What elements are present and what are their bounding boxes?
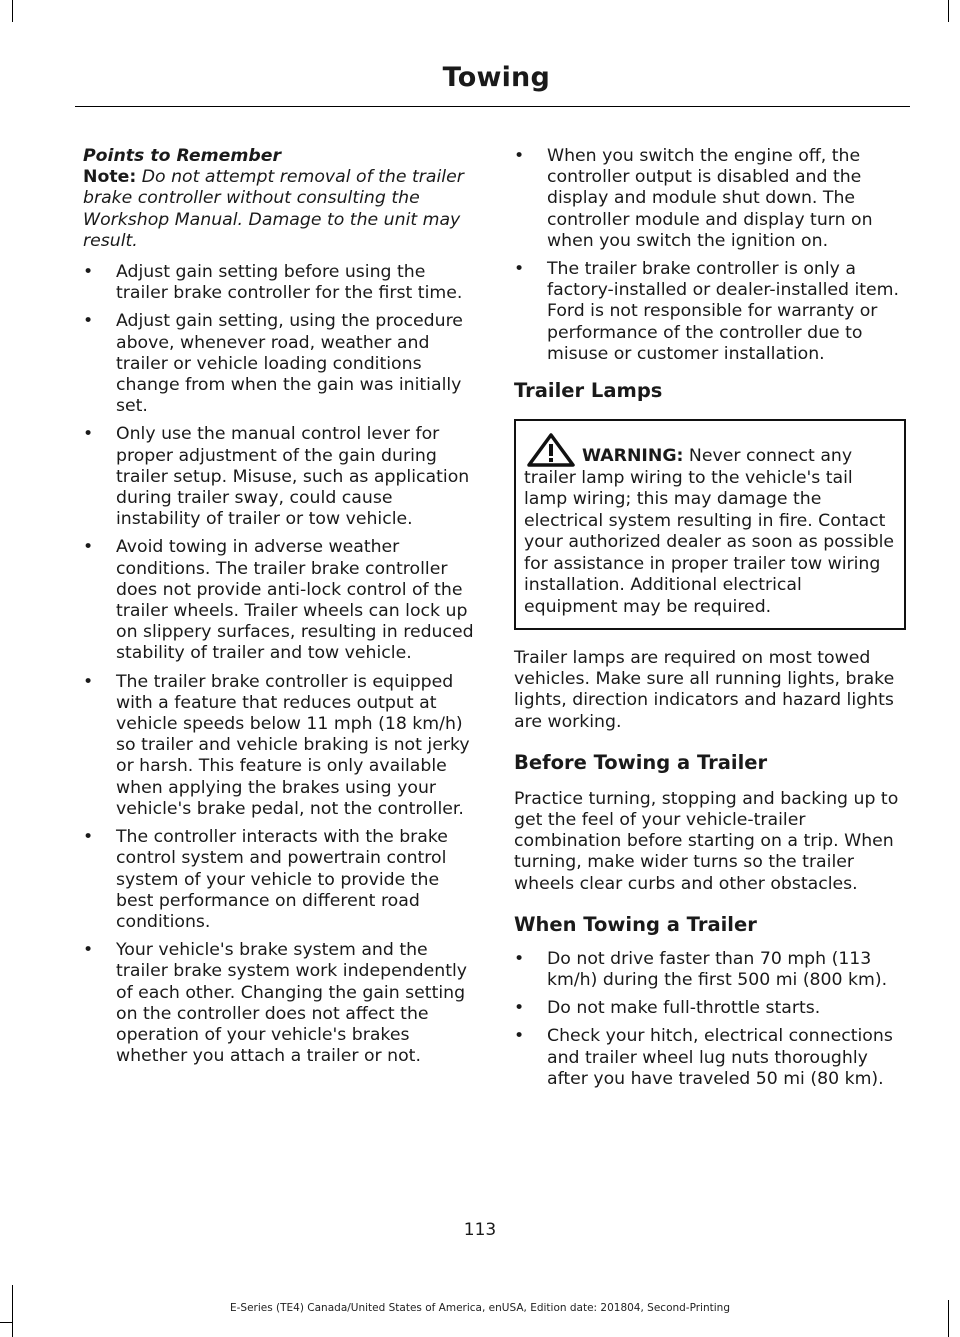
heading-when-towing: When Towing a Trailer (514, 912, 757, 936)
controller-list (514, 146, 906, 365)
warning-text (524, 433, 896, 618)
crop-mark (12, 0, 13, 22)
list-item-text: The controller interacts with the brake control system and powertrain control system of your vehicle to provide the best performance on different road conditions. (116, 827, 448, 932)
list-item-text: Your vehicle's brake system and the trailer brake system work independently of each other. Changing the gain setting on the controller does not affect the operation of your vehicle's brakes whether you attach a trailer or not. (116, 940, 468, 1067)
page-number: 113 (463, 1220, 497, 1240)
header-rule (75, 106, 910, 107)
list-item-text: Adjust gain setting, using the procedure above, whenever road, weather and trailer or vehicle loading conditions change from when the gain was initially set. (116, 311, 463, 417)
list-item-text: Avoid towing in adverse weather conditions. The trailer brake controller does not provide anti-lock control of the trailer wheels. Trailer wheels can lock up on slippery surfaces, resulting in reduced stability of trailer and tow vehicle. (116, 537, 474, 664)
paragraph-before-towing: Practice turning, stopping and backing up to get the feel of your vehicle-trailer combination before starting on a trip. When turning, make wider turns so the trailer wheels clear curbs and other obstacles. (514, 788, 899, 894)
left-column (83, 146, 475, 1074)
warning-triangle-icon (526, 433, 576, 467)
list-item-text: The trailer brake controller is equipped with a feature that reduces output at vehicle speeds below 11 mph (18 km/h) so trailer and vehicle braking is not jerky or harsh. This feature is only available when applying the brakes using your vehicle's brake pedal, not the controller. (116, 671, 470, 819)
list-item: • The controller interacts with the brake control system and powertrain control system of your vehicle to provide the best performance on different road conditions. (83, 827, 448, 932)
list-item: • Do not make full-throttle starts. (514, 998, 821, 1019)
list-item-text: Do not make full-throttle starts. (547, 998, 821, 1019)
crop-mark (948, 0, 949, 22)
list-item: • Do not drive faster than 70 mph (113 km/h) during the first 500 mi (800 km). (514, 948, 888, 991)
warning-body: Never connect any trailer lamp wiring to the vehicle's tail lamp wiring; this may damage the electrical system resulting in fire. Contact your authorized dealer as soon as possible for assistance in proper trailer tow wiring installation. Additional electrical equipment may be required. (524, 446, 895, 617)
list-item: • Avoid towing in adverse weather conditions. The trailer brake controller does not provide anti-lock control of the trailer wheels. Trailer wheels can lock up on slippery surfaces, resulting in reduced stability of trailer and tow vehicle. (83, 537, 474, 664)
points-list (83, 262, 475, 1067)
list-item: • When you switch the engine off, the controller output is disabled and the display and module shut down. The controller module and display turn on when you switch the ignition on. (514, 146, 873, 251)
list-item: • The trailer brake controller is equipped with a feature that reduces output at vehicle speeds below 11 mph (18 km/h) so trailer and vehicle braking is not jerky or harsh. This feature is only available when applying the brakes using your vehicle's brake pedal, not the controller. (83, 671, 470, 819)
list-item-text: The trailer brake controller is only a factory-installed or dealer-installed item. Ford is not responsible for warranty or performance of the controller due to misuse or customer installation. (547, 259, 899, 364)
list-item-text: Only use the manual control lever for proper adjustment of the gain during trailer setup. Misuse, such as application during trailer sway, could cause instability of trailer or tow vehicle. (116, 424, 470, 530)
edition-footer: E-Series (TE4) Canada/United States of America, enUSA, Edition date: 201804, Second-Printing (229, 1302, 730, 1314)
crop-mark (0, 1322, 12, 1323)
list-item: • Adjust gain setting before using the trailer brake controller for the first time. (83, 262, 463, 304)
list-item: • Check your hitch, electrical connections and trailer wheel lug nuts thoroughly after you have traveled 50 mi (80 km). (514, 1026, 893, 1089)
list-item: • Only use the manual control lever for proper adjustment of the gain during trailer setup. Misuse, such as application during trailer sway, could cause instability of trailer or tow vehicle. (83, 424, 470, 530)
page-title: Towing (442, 62, 550, 93)
note-text: Do not attempt removal of the trailer brake controller without consulting the Workshop Manual. Damage to the unit may result. (83, 167, 464, 251)
list-item: • Adjust gain setting, using the procedure above, whenever road, weather and trailer or vehicle loading conditions change from when the gain was initially set. (83, 311, 463, 417)
heading-trailer-lamps: Trailer Lamps (514, 379, 663, 403)
list-item: • Your vehicle's brake system and the trailer brake system work independently of each other. Changing the gain setting on the controller does not affect the operation of your vehicle's brakes whether you attach a trailer or not. (83, 940, 468, 1067)
list-item-text: Do not drive faster than 70 mph (113 km/h) during the first 500 mi (800 km). (547, 948, 888, 991)
warning-box (514, 419, 906, 630)
subheading-points-to-remember: Points to Remember (83, 146, 281, 166)
list-item-text: Adjust gain setting before using the trailer brake controller for the first time. (116, 262, 463, 304)
when-towing-list (514, 949, 906, 1090)
note-label: Note: (83, 167, 137, 188)
list-item-text: When you switch the engine off, the controller output is disabled and the display and module shut down. The controller module and display turn on when you switch the ignition on. (547, 146, 873, 251)
right-column (514, 146, 906, 1097)
list-item: • The trailer brake controller is only a factory-installed or dealer-installed item. Ford is not responsible for warranty or performance of the controller due to misuse or customer installation. (514, 259, 899, 364)
list-item-text: Check your hitch, electrical connections and trailer wheel lug nuts thoroughly after you have traveled 50 mi (80 km). (547, 1026, 893, 1089)
paragraph-trailer-lamps: Trailer lamps are required on most towed vehicles. Make sure all running lights, brake lights, direction indicators and hazard lights are working. (514, 648, 895, 732)
warning-label: WARNING: (582, 446, 684, 467)
note (83, 167, 475, 252)
heading-before-towing: Before Towing a Trailer (514, 750, 768, 774)
